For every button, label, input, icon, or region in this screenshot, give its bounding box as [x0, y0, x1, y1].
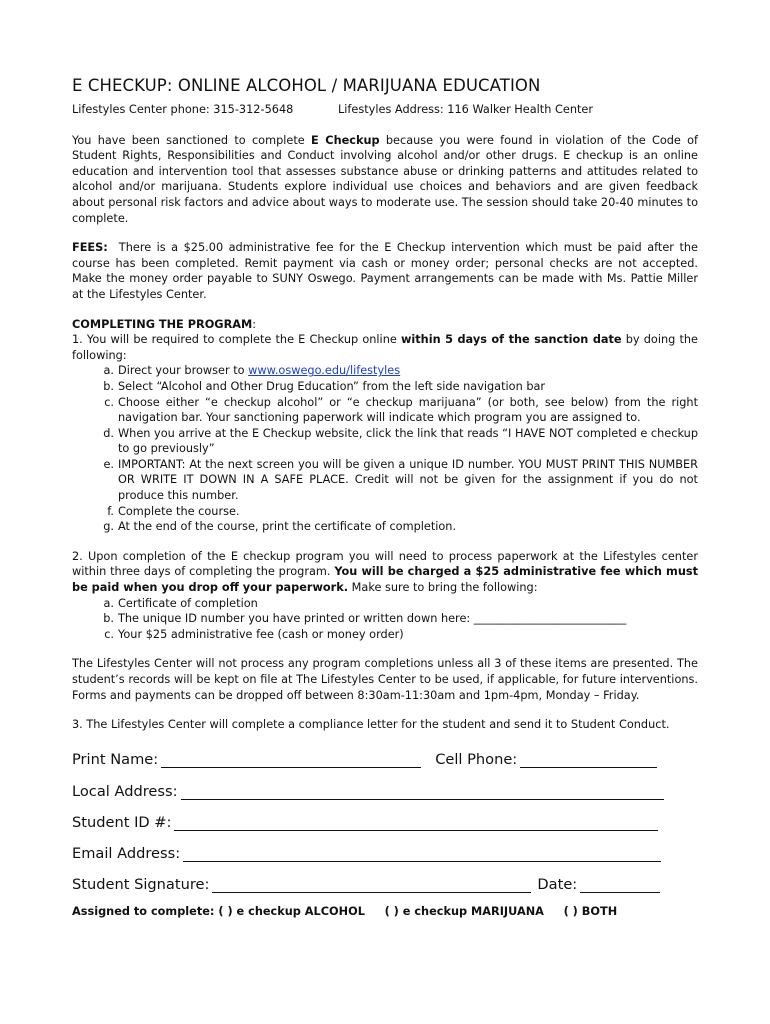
completing-section: [72, 317, 698, 733]
fees-text: There is a $25.00 administrative fee for the E Checkup intervention which must be paid after the course has been completed. Remit payment via cash or money order; personal checks are not accepted. Make the money order payable to SUNY Oswego. Payment arrangements can be made with Ms. Pattie Miller at the Lifestyles Center.: [72, 241, 706, 301]
list-item-text: IMPORTANT: At the next screen you will be given a unique ID number. YOU MUST PRINT THIS NUMBER OR WRITE IT DOWN IN A SAFE PLACE. Credit will not be given for the assignment if you do not produce this number.: [118, 457, 698, 503]
step-2-intro: [72, 549, 698, 596]
assigned-line: [72, 905, 617, 918]
list-marker: b.: [103, 379, 114, 393]
assigned-label: Assigned to complete:: [72, 905, 215, 918]
list-item-text: When you arrive at the E Checkup website, click the link that reads “I HAVE NOT completed e checkup to go previously”: [118, 426, 698, 456]
student-id-label: Student ID #:: [72, 813, 172, 831]
list-marker: c.: [104, 627, 114, 641]
intro-text-b: because you were found in violation of the Code of Student Rights, Responsibilities and Conduct involving alcohol and/or other drugs. E checkup is an online education and intervention tool that assesses substance abuse or drinking patterns and attitudes related to alcohol and/or marijuana. Students explore individual use choices and behaviors and are given feedback about personal risk factors and advice about ways to moderate use. The session should take 20-40 minutes to complete.: [72, 133, 699, 225]
form-row-name: [72, 737, 672, 768]
form-row-address: [72, 768, 672, 799]
list-item-text: Choose either “e checkup alcohol” or “e checkup marijuana” (or both, see below) from the right navigation bar. Your sanctioning paperwork will indicate which program you are assigned to.: [118, 395, 698, 425]
list-marker: e.: [103, 457, 114, 471]
list-item: [72, 504, 698, 520]
step-1-text-b: by doing the following:: [72, 333, 698, 362]
step-1-list: [72, 363, 698, 535]
step-2-list: [72, 596, 698, 643]
heading-colon: :: [252, 317, 257, 331]
list-marker: c.: [104, 395, 114, 409]
list-item: [72, 457, 698, 504]
list-marker: a.: [103, 596, 114, 610]
step-1-intro: [72, 332, 698, 363]
local-address-field[interactable]: [181, 781, 664, 800]
step-2-text-a: 2. Upon completion of the E checkup program you will need to process paperwork at the Lifestyles center within three days of completing the program.: [72, 549, 698, 579]
list-item: [72, 379, 698, 395]
step-1-bold: within 5 days of the sanction date: [400, 333, 622, 347]
list-item: [72, 627, 698, 643]
fees-label: FEES:: [72, 241, 108, 255]
list-item-text: At the end of the course, print the certificate of completion.: [118, 520, 457, 534]
date-label: Date:: [537, 876, 578, 894]
list-item-text: Complete the course.: [118, 504, 240, 518]
list-marker: b.: [103, 612, 114, 626]
form-row-signature: [72, 862, 672, 893]
date-field[interactable]: [580, 874, 660, 893]
signature-label: Student Signature:: [72, 876, 210, 894]
intro-paragraph: [72, 133, 698, 227]
intro-text-a: You have been sanctioned to complete: [72, 133, 311, 147]
list-item: [72, 363, 698, 379]
print-name-label: Print Name:: [72, 751, 159, 769]
document-body: [72, 76, 706, 747]
option-alcohol[interactable]: ( ) e checkup ALCOHOL: [218, 905, 365, 918]
list-item: [72, 611, 698, 627]
step-2-text-b: Make sure to bring the following:: [348, 581, 538, 595]
cell-phone-label: Cell Phone:: [435, 751, 518, 769]
email-field[interactable]: [183, 843, 661, 862]
list-marker: a.: [103, 364, 114, 378]
center-address: Lifestyles Address: 116 Walker Health Center: [338, 103, 594, 116]
completing-heading: [72, 317, 698, 333]
list-item-text: The unique ID number you have printed or written down here: ___________________________: [118, 612, 627, 626]
step-1-text-a: 1. You will be required to complete the E Checkup online: [72, 333, 401, 347]
list-item-text: Certificate of completion: [118, 596, 258, 610]
step-3-paragraph: 3. The Lifestyles Center will complete a compliance letter for the student and send it to Student Conduct.: [72, 718, 670, 732]
cell-phone-field[interactable]: [520, 749, 657, 768]
center-phone: Lifestyles Center phone: 315-312-5648: [72, 103, 294, 116]
fees-paragraph: [72, 240, 706, 302]
contact-info: [72, 102, 698, 118]
note-paragraph: The Lifestyles Center will not process any program completions unless all 3 of these items are presented. The student’s records will be kept on file at The Lifestyles Center to be used, if applicable, for future interventions. Forms and payments can be dropped off between 8:30am-11:30am and 1pm-4pm, Monday – Friday.: [72, 657, 698, 702]
list-marker: g.: [103, 520, 114, 534]
list-marker: f.: [107, 504, 114, 518]
form-row-email: [72, 831, 672, 862]
student-form: [72, 737, 672, 893]
student-id-field[interactable]: [174, 812, 658, 831]
list-item: [72, 596, 698, 612]
list-item: [72, 426, 698, 457]
list-marker: d.: [103, 426, 114, 440]
print-name-field[interactable]: [161, 749, 421, 768]
list-item-text: Select “Alcohol and Other Drug Education” from the left side navigation bar: [118, 379, 546, 393]
signature-field[interactable]: [212, 874, 531, 893]
list-item: [72, 519, 698, 535]
intro-bold: E Checkup: [310, 133, 380, 147]
list-item-text: Your $25 administrative fee (cash or money order): [118, 627, 404, 641]
option-marijuana[interactable]: ( ) e checkup MARIJUANA: [384, 905, 544, 918]
page-title: E CHECKUP: ONLINE ALCOHOL / MARIJUANA EDUCATION: [72, 76, 541, 95]
step-2-bold: You will be charged a $25 administrative fee which must be paid when you drop off your paperwork.: [72, 565, 698, 595]
lifestyles-link[interactable]: www.oswego.edu/lifestyles: [248, 364, 401, 378]
form-row-id: [72, 800, 672, 831]
list-item: [72, 395, 698, 426]
list-item-text: Direct your browser to: [118, 364, 249, 378]
email-label: Email Address:: [72, 845, 181, 863]
local-address-label: Local Address:: [72, 782, 178, 800]
option-both[interactable]: ( ) BOTH: [563, 905, 618, 918]
completing-heading-text: COMPLETING THE PROGRAM: [72, 317, 253, 331]
